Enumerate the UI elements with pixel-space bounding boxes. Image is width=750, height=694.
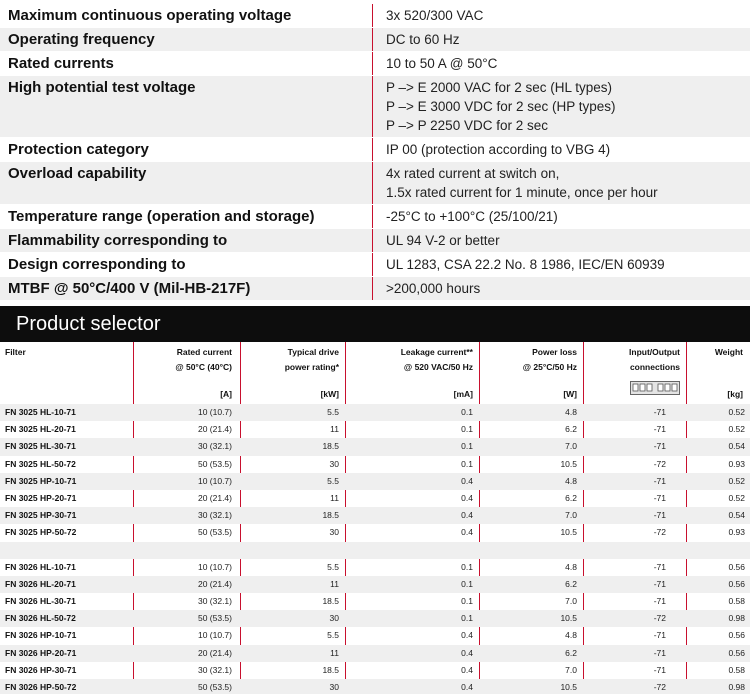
spec-value-line: -25°C to +100°C (25/100/21) (386, 209, 558, 224)
spec-value-line: 3x 520/300 VAC (386, 8, 484, 23)
spec-row (0, 277, 750, 301)
cell-current: 20 (21.4) (197, 578, 232, 589)
cell-filter: FN 3026 HP-20-71 (5, 647, 77, 658)
header-drive-power (285, 345, 339, 375)
spec-row (0, 138, 750, 162)
table-row (0, 662, 750, 679)
cell-current: 30 (32.1) (197, 510, 232, 521)
cell-loss: 10.5 (560, 527, 577, 538)
cell-current: 50 (53.5) (197, 458, 232, 469)
cell-leakage: 0.1 (461, 441, 473, 452)
cell-power: 5.5 (327, 630, 339, 641)
cell-current: 10 (10.7) (197, 630, 232, 641)
spec-label: Rated currents (8, 55, 114, 72)
product-selector-table (0, 342, 750, 694)
table-row (0, 490, 750, 507)
cell-power: 30 (329, 527, 339, 538)
cell-conn: -71 (653, 630, 666, 641)
cell-power: 18.5 (322, 664, 339, 675)
cell-filter: FN 3025 HP-10-71 (5, 475, 77, 486)
cell-loss: 7.0 (565, 596, 577, 607)
cell-weight: 0.56 (728, 647, 745, 658)
cell-leakage: 0.4 (461, 664, 473, 675)
spec-row (0, 162, 750, 205)
table-row (0, 507, 750, 524)
cell-power: 5.5 (327, 561, 339, 572)
cell-power: 5.5 (327, 407, 339, 417)
spec-label: Maximum continuous operating voltage (8, 7, 292, 24)
cell-loss: 6.2 (565, 578, 577, 589)
cell-leakage: 0.4 (461, 475, 473, 486)
header-leakage-line2: @ 520 VAC/50 Hz (403, 362, 473, 372)
cell-conn: -71 (653, 407, 666, 417)
spec-value-line: UL 94 V-2 or better (386, 233, 500, 248)
cell-leakage: 0.4 (461, 492, 473, 503)
cell-filter: FN 3026 HL-30-71 (5, 596, 76, 607)
cell-filter: FN 3025 HP-30-71 (5, 510, 77, 521)
spec-row (0, 28, 750, 52)
cell-conn: -71 (653, 492, 666, 503)
cell-power: 30 (329, 613, 339, 624)
header-rated-current-line2: @ 50°C (40°C) (175, 362, 232, 372)
cell-weight: 0.58 (728, 664, 745, 675)
cell-power: 30 (329, 458, 339, 469)
spec-value (372, 28, 750, 51)
product-selector-banner (0, 306, 750, 342)
header-io-connections (629, 345, 680, 375)
table-row (0, 421, 750, 438)
cell-weight: 0.93 (728, 527, 745, 538)
header-weight: Weight (714, 347, 743, 357)
spec-value (372, 277, 750, 300)
cell-current: 50 (53.5) (197, 613, 232, 624)
cell-weight: 0.52 (728, 475, 745, 486)
cell-current: 30 (32.1) (197, 664, 232, 675)
cell-conn: -71 (653, 596, 666, 607)
spec-label: MTBF @ 50°C/400 V (Mil-HB-217F) (8, 280, 251, 297)
spec-value-line: IP 00 (protection according to VBG 4) (386, 142, 611, 157)
cell-leakage: 0.4 (461, 682, 473, 692)
table-row (0, 610, 750, 627)
cell-filter: FN 3025 HL-10-71 (5, 407, 76, 417)
spec-label: High potential test voltage (8, 79, 196, 96)
cell-current: 10 (10.7) (197, 475, 232, 486)
header-power-loss (523, 345, 577, 375)
table-spacer-row (0, 542, 750, 559)
spec-value-line: P –> E 2000 VAC for 2 sec (HL types) (386, 80, 612, 95)
cell-loss: 6.2 (565, 492, 577, 503)
spec-label: Flammability corresponding to (8, 232, 228, 249)
header-rated-current (175, 345, 232, 375)
cell-leakage: 0.1 (461, 578, 473, 589)
spec-value (372, 162, 750, 204)
spec-value (372, 253, 750, 276)
cell-power: 5.5 (327, 475, 339, 486)
unit-weight: [kg] (727, 389, 743, 399)
cell-loss: 10.5 (560, 682, 577, 692)
cell-leakage: 0.1 (461, 424, 473, 435)
spec-row (0, 76, 750, 138)
spec-label: Protection category (8, 141, 149, 158)
cell-current: 20 (21.4) (197, 424, 232, 435)
cell-filter: FN 3025 HP-50-72 (5, 527, 77, 538)
cell-current: 20 (21.4) (197, 647, 232, 658)
table-row (0, 645, 750, 662)
spec-value (372, 205, 750, 228)
cell-loss: 10.5 (560, 613, 577, 624)
cell-weight: 0.56 (728, 561, 745, 572)
cell-weight: 0.54 (728, 441, 745, 452)
cell-loss: 6.2 (565, 647, 577, 658)
terminal-block-icon (630, 380, 680, 396)
cell-weight: 0.98 (728, 682, 745, 692)
cell-weight: 0.93 (728, 458, 745, 469)
cell-filter: FN 3026 HL-20-71 (5, 578, 76, 589)
cell-filter: FN 3026 HP-50-72 (5, 682, 77, 692)
spec-label: Overload capability (8, 165, 147, 182)
cell-filter: FN 3025 HL-30-71 (5, 441, 76, 452)
spec-value-line: P –> P 2250 VDC for 2 sec (386, 118, 548, 133)
cell-loss: 4.8 (565, 630, 577, 641)
spec-value (372, 4, 750, 27)
cell-loss: 7.0 (565, 664, 577, 675)
table-row (0, 679, 750, 694)
cell-weight: 0.52 (728, 492, 745, 503)
cell-conn: -71 (653, 561, 666, 572)
spec-value-line: DC to 60 Hz (386, 32, 460, 47)
spec-value-line: 10 to 50 A @ 50°C (386, 56, 498, 71)
cell-leakage: 0.1 (461, 596, 473, 607)
spec-value (372, 52, 750, 75)
cell-power: 30 (329, 682, 339, 692)
cell-conn: -71 (653, 424, 666, 435)
cell-power: 11 (330, 578, 339, 589)
product-rows (0, 404, 750, 694)
cell-loss: 7.0 (565, 441, 577, 452)
cell-conn: -71 (653, 664, 666, 675)
spec-value (372, 229, 750, 252)
header-io-line1: Input/Output (629, 347, 680, 357)
cell-current: 50 (53.5) (197, 527, 232, 538)
cell-conn: -71 (653, 647, 666, 658)
cell-leakage: 0.4 (461, 647, 473, 658)
cell-conn: -71 (653, 441, 666, 452)
cell-loss: 4.8 (565, 475, 577, 486)
header-leakage-current (401, 345, 473, 375)
cell-leakage: 0.1 (461, 613, 473, 624)
spec-value-line: 4x rated current at switch on, (386, 166, 560, 181)
header-rated-current-line1: Rated current (176, 347, 232, 357)
table-row (0, 627, 750, 644)
cell-power: 11 (330, 647, 339, 658)
cell-current: 50 (53.5) (197, 682, 232, 692)
cell-conn: -72 (653, 682, 666, 692)
cell-leakage: 0.1 (461, 561, 473, 572)
cell-filter: FN 3026 HL-10-71 (5, 561, 76, 572)
specifications-table (0, 4, 750, 301)
header-power-loss-line1: Power loss (532, 347, 577, 357)
cell-loss: 4.8 (565, 561, 577, 572)
cell-power: 18.5 (322, 596, 339, 607)
spec-value-line: 1.5x rated current for 1 minute, once per hour (386, 185, 658, 200)
cell-conn: -71 (653, 510, 666, 521)
spec-row (0, 253, 750, 277)
spec-row (0, 52, 750, 76)
cell-loss: 7.0 (565, 510, 577, 521)
spec-value (372, 138, 750, 161)
spec-row (0, 4, 750, 28)
cell-current: 30 (32.1) (197, 596, 232, 607)
cell-power: 18.5 (322, 441, 339, 452)
cell-leakage: 0.4 (461, 630, 473, 641)
cell-loss: 10.5 (560, 458, 577, 469)
cell-filter: FN 3025 HP-20-71 (5, 492, 77, 503)
cell-current: 30 (32.1) (197, 441, 232, 452)
cell-weight: 0.54 (728, 510, 745, 521)
header-drive-power-line1: Typical drive (287, 347, 339, 357)
spec-row (0, 205, 750, 229)
cell-current: 20 (21.4) (197, 492, 232, 503)
section-title: Product selector (16, 313, 161, 335)
cell-conn: -72 (653, 527, 666, 538)
cell-weight: 0.58 (728, 596, 745, 607)
cell-filter: FN 3025 HL-50-72 (5, 458, 76, 469)
cell-conn: -72 (653, 458, 666, 469)
cell-leakage: 0.4 (461, 510, 473, 521)
spec-value-line: >200,000 hours (386, 281, 481, 296)
table-row (0, 473, 750, 490)
cell-leakage: 0.1 (461, 458, 473, 469)
cell-filter: FN 3026 HL-50-72 (5, 613, 76, 624)
cell-weight: 0.52 (728, 424, 745, 435)
unit-power: [kW] (320, 389, 339, 399)
spec-value (372, 76, 750, 137)
cell-current: 10 (10.7) (197, 407, 232, 417)
unit-current: [A] (220, 389, 232, 399)
header-drive-power-line2: power rating* (284, 362, 339, 372)
cell-filter: FN 3026 HP-30-71 (5, 664, 77, 675)
table-row (0, 593, 750, 610)
cell-conn: -71 (653, 475, 666, 486)
spec-value-line: P –> E 3000 VDC for 2 sec (HP types) (386, 99, 616, 114)
cell-weight: 0.56 (728, 578, 745, 589)
cell-loss: 6.2 (565, 424, 577, 435)
header-power-loss-line2: @ 25°C/50 Hz (522, 362, 577, 372)
cell-leakage: 0.1 (461, 407, 473, 417)
cell-current: 10 (10.7) (197, 561, 232, 572)
cell-leakage: 0.4 (461, 527, 473, 538)
header-filter: Filter (5, 347, 26, 357)
cell-power: 11 (330, 492, 339, 503)
spec-label: Temperature range (operation and storage) (8, 208, 315, 225)
cell-weight: 0.98 (728, 613, 745, 624)
table-row (0, 576, 750, 593)
cell-power: 11 (330, 424, 339, 435)
unit-leakage: [mA] (453, 389, 473, 399)
table-row (0, 524, 750, 541)
table-row (0, 404, 750, 421)
header-io-line2: connections (629, 362, 680, 372)
table-row (0, 559, 750, 576)
cell-weight: 0.52 (728, 407, 745, 417)
spec-value-line: UL 1283, CSA 22.2 No. 8 1986, IEC/EN 60939 (386, 257, 665, 272)
header-leakage-line1: Leakage current** (400, 347, 473, 357)
unit-loss: [W] (563, 389, 577, 399)
spec-row (0, 229, 750, 253)
cell-loss: 4.8 (565, 407, 577, 417)
cell-filter: FN 3025 HL-20-71 (5, 424, 76, 435)
cell-weight: 0.56 (728, 630, 745, 641)
cell-power: 18.5 (322, 510, 339, 521)
cell-conn: -71 (653, 578, 666, 589)
spec-label: Operating frequency (8, 31, 155, 48)
spec-label: Design corresponding to (8, 256, 186, 273)
cell-conn: -72 (653, 613, 666, 624)
table-row (0, 438, 750, 455)
table-row (0, 456, 750, 473)
cell-filter: FN 3026 HP-10-71 (5, 630, 77, 641)
